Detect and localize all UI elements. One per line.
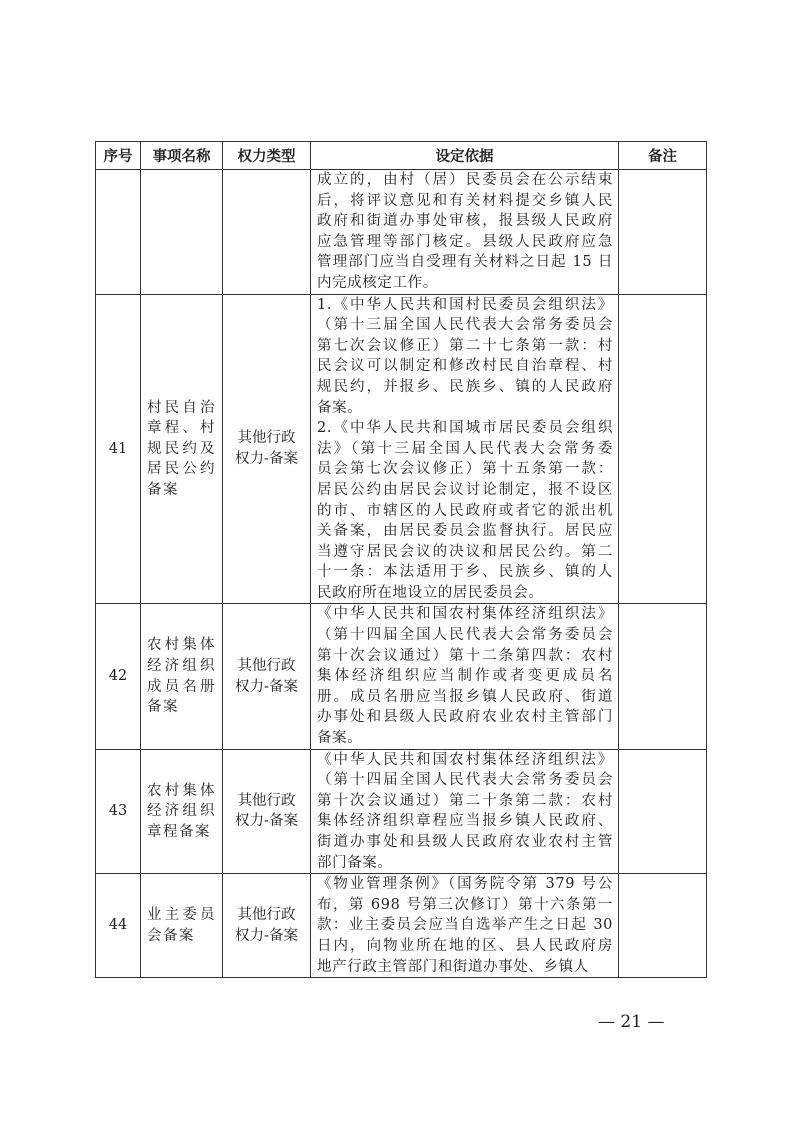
item-name-line: 农村集体 bbox=[147, 782, 216, 799]
row-number bbox=[96, 874, 141, 978]
item-name-line: 成员名册 bbox=[147, 678, 216, 695]
table-row bbox=[96, 294, 707, 604]
power-type bbox=[223, 170, 311, 295]
table-row bbox=[96, 604, 707, 749]
basis-line: 1.《中华人民共和国村民委员会组织法》 bbox=[317, 296, 613, 313]
basis-line: 管理部门应当自受理有关材料之日起 15 日 bbox=[317, 254, 613, 271]
basis-line: 规民约，并报乡、民族乡、镇的人民政府 bbox=[317, 378, 613, 395]
row-number bbox=[96, 604, 141, 749]
power-type-line: 权力-备案 bbox=[235, 813, 298, 830]
basis-line: 《物业管理条例》（国务院令第 379 号公 bbox=[317, 876, 613, 893]
basis-line: 备案。 bbox=[317, 399, 363, 416]
legal-basis bbox=[311, 170, 619, 295]
basis-line: 十一条：本法适用于乡、民族乡、镇的人 bbox=[317, 564, 613, 581]
item-name-line: 业主委员 bbox=[147, 907, 216, 924]
legal-basis bbox=[311, 294, 619, 604]
basis-line: 民政府所在地设立的居民委员会。 bbox=[317, 584, 544, 601]
basis-line: 的市、市辖区的人民政府或者它的派出机 bbox=[317, 502, 613, 519]
row-number-text: 42 bbox=[108, 668, 128, 685]
basis-line: 款：业主委员会应当自选举产生之日起 30 bbox=[317, 917, 613, 934]
basis-line: （第十四届全国人民代表大会常务委员会 bbox=[317, 627, 613, 644]
basis-line: 内完成核定工作。 bbox=[317, 274, 438, 291]
item-name-line: 经济组织 bbox=[147, 657, 216, 674]
row-number-text: 41 bbox=[108, 440, 128, 457]
item-name-line: 章程、村 bbox=[147, 420, 216, 437]
item-name-line: 经济组织 bbox=[147, 803, 216, 820]
legal-basis bbox=[311, 604, 619, 749]
basis-line: 备案。 bbox=[317, 730, 363, 747]
basis-line: 法》（第十三届全国人民代表大会常务委 bbox=[317, 440, 613, 457]
basis-line: 员会第七次会议修正）第十五条第一款： bbox=[317, 461, 613, 478]
item-name-line: 规民约及 bbox=[147, 440, 216, 457]
item-name-line: 备案 bbox=[147, 481, 179, 498]
header-name: 事项名称 bbox=[141, 142, 223, 170]
basis-line: 布，第 698 号第三次修订）第十六条第一 bbox=[317, 896, 613, 913]
basis-line: 成立的，由村（居）民委员会在公示结束 bbox=[317, 172, 613, 188]
power-type-line: 其他行政 bbox=[237, 430, 296, 447]
power-type bbox=[223, 749, 311, 874]
basis-line: 地产行政主管部门和街道办事处、乡镇人 bbox=[317, 958, 589, 975]
basis-line: 政府和街道办事处审核，报县级人民政府 bbox=[317, 213, 613, 230]
table-row bbox=[96, 874, 707, 978]
header-type: 权力类型 bbox=[223, 142, 311, 170]
table-row bbox=[96, 749, 707, 874]
item-name-line: 居民公约 bbox=[147, 461, 216, 478]
basis-line: 居民公约由居民会议讨论制定，报不设区 bbox=[317, 481, 613, 498]
item-name bbox=[141, 170, 223, 295]
basis-line: 街道办事处和县级人民政府农业农村主管 bbox=[317, 834, 613, 850]
power-type-line: 权力-备案 bbox=[235, 451, 298, 468]
remark bbox=[619, 170, 707, 295]
item-name-line: 会备案 bbox=[147, 927, 195, 944]
item-name-line: 农村集体 bbox=[147, 637, 216, 654]
power-type-line: 其他行政 bbox=[237, 657, 296, 674]
item-name-line: 备案 bbox=[147, 699, 179, 716]
basis-line: 民会议可以制定和修改村民自治章程、村 bbox=[317, 358, 613, 375]
header-note: 备注 bbox=[619, 142, 707, 170]
basis-line: 应急管理等部门核定。县级人民政府应急 bbox=[317, 233, 613, 250]
item-name bbox=[141, 749, 223, 874]
header-no: 序号 bbox=[96, 142, 141, 170]
basis-line: 日内，向物业所在地的区、县人民政府房 bbox=[317, 937, 613, 954]
basis-line: 办事处和县级人民政府农业农村主管部门 bbox=[317, 709, 613, 726]
remark bbox=[619, 604, 707, 749]
legal-basis bbox=[311, 749, 619, 874]
power-type-line: 其他行政 bbox=[237, 792, 296, 809]
basis-line: 2.《中华人民共和国城市居民委员会组织 bbox=[317, 420, 613, 437]
power-list-table bbox=[95, 141, 707, 978]
basis-line: 册。成员名册应当报乡镇人民政府、街道 bbox=[317, 688, 613, 705]
table-header-row bbox=[96, 142, 707, 170]
basis-line: 关备案，由居民委员会监督执行。居民应 bbox=[317, 523, 613, 540]
item-name-line: 章程备案 bbox=[147, 823, 211, 840]
basis-line: （第十四届全国人民代表大会常务委员会 bbox=[317, 772, 613, 789]
remark bbox=[619, 294, 707, 604]
power-type-line: 其他行政 bbox=[237, 907, 296, 924]
row-number-text: 43 bbox=[108, 803, 128, 820]
row-number-text: 44 bbox=[108, 917, 128, 934]
basis-line: 集体经济组织应当制作或者变更成员名 bbox=[317, 668, 613, 685]
power-type bbox=[223, 294, 311, 604]
page-number: — 21 — bbox=[598, 1012, 665, 1032]
legal-basis bbox=[311, 874, 619, 978]
remark bbox=[619, 749, 707, 874]
basis-line: 《中华人民共和国农村集体经济组织法》 bbox=[317, 751, 613, 768]
basis-line: 第十次会议通过）第十二条第四款：农村 bbox=[317, 647, 613, 664]
power-type bbox=[223, 874, 311, 978]
item-name bbox=[141, 294, 223, 604]
item-name bbox=[141, 604, 223, 749]
row-number bbox=[96, 294, 141, 604]
row-number bbox=[96, 170, 141, 295]
power-type-line: 权力-备案 bbox=[235, 927, 298, 944]
power-type bbox=[223, 604, 311, 749]
power-type-line: 权力-备案 bbox=[235, 678, 298, 695]
basis-line: 第十次会议通过）第二十条第二款：农村 bbox=[317, 792, 613, 809]
basis-line: （第十三届全国人民代表大会常务委员会 bbox=[317, 317, 613, 334]
basis-line: 部门备案。 bbox=[317, 854, 393, 871]
header-basis: 设定依据 bbox=[311, 142, 619, 170]
basis-line: 后，将评议意见和有关材料提交乡镇人民 bbox=[317, 192, 613, 209]
basis-line: 《中华人民共和国农村集体经济组织法》 bbox=[317, 606, 613, 623]
basis-line: 集体经济组织章程应当报乡镇人民政府、 bbox=[317, 813, 613, 830]
item-name bbox=[141, 874, 223, 978]
table-row bbox=[96, 170, 707, 295]
remark bbox=[619, 874, 707, 978]
basis-line: 当遵守居民会议的决议和居民公约。第二 bbox=[317, 543, 613, 560]
basis-line: 第七次会议修正）第二十七条第一款：村 bbox=[317, 337, 613, 354]
row-number bbox=[96, 749, 141, 874]
item-name-line: 村民自治 bbox=[147, 399, 216, 416]
